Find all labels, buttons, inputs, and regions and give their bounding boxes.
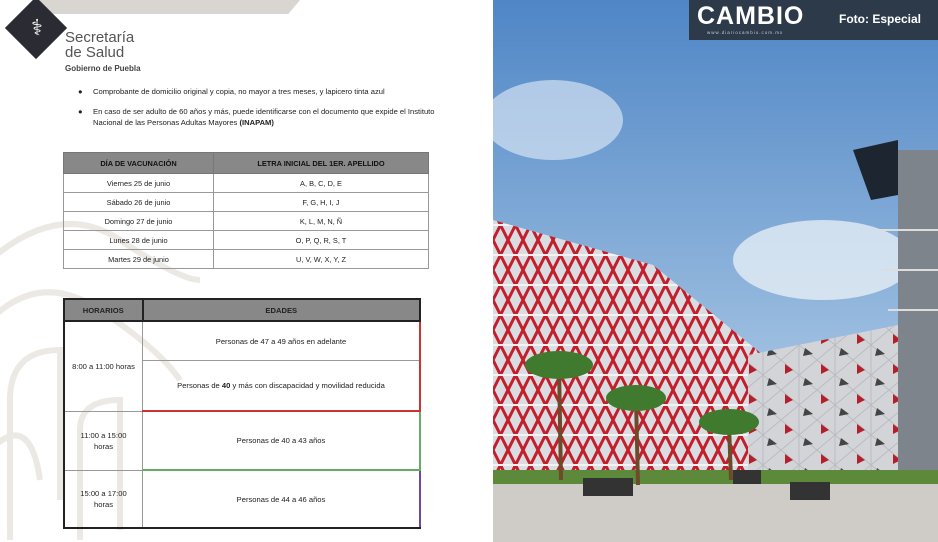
- source-banner: [689, 0, 938, 40]
- table-row: [64, 231, 429, 250]
- cambio-url: www.diariocambio.com.mx: [707, 30, 784, 35]
- header-strip: [28, 0, 300, 14]
- brand-title-line2: de Salud: [65, 44, 125, 61]
- cambio-logo: CAMBIO: [697, 2, 805, 30]
- age-cell: Personas de 40 a 43 años: [143, 411, 421, 470]
- letters-cell: O, P, Q, R, S, T: [214, 231, 429, 250]
- vaccination-days-table: [63, 152, 429, 269]
- table-header: LETRA INICIAL DEL 1ER. APELLIDO: [214, 153, 429, 174]
- table-row: [64, 321, 420, 361]
- table-row: [64, 212, 429, 231]
- schedule-table: [63, 298, 421, 529]
- requirement-text: En caso de ser adulto de 60 años y más, puede identificarse con el documento que expide el Instituto Nacional de las Personas Adultas Mayores (INAPAM): [93, 107, 435, 127]
- day-cell: Martes 29 de junio: [64, 250, 214, 269]
- table-row: [64, 193, 429, 212]
- bullet-icon: ●: [78, 107, 83, 116]
- requirement-item: [78, 86, 438, 97]
- bullet-icon: ●: [78, 87, 83, 96]
- letters-cell: U, V, W, X, Y, Z: [214, 250, 429, 269]
- brand-subtitle: Gobierno de Puebla: [65, 64, 141, 73]
- age-cell: Personas de 47 a 49 años en adelante: [143, 321, 421, 361]
- table-header: DÍA DE VACUNACIÓN: [64, 153, 214, 174]
- letters-cell: A, B, C, D, E: [214, 174, 429, 193]
- time-cell: 8:00 a 11:00 horas: [64, 321, 143, 411]
- time-cell: 11:00 a 15:00 horas: [64, 411, 143, 470]
- age-cell: Personas de 44 a 46 años: [143, 470, 421, 528]
- building-photo-panel: [493, 0, 938, 542]
- caduceus-icon: ⚕: [31, 15, 43, 40]
- day-cell: Lunes 28 de junio: [64, 231, 214, 250]
- table-row: [64, 250, 429, 269]
- requirement-text: Comprobante de domicilio original y copia, no mayor a tres meses, y lapicero tinta azul: [93, 87, 385, 96]
- letters-cell: F, G, H, I, J: [214, 193, 429, 212]
- table-row: [64, 411, 420, 470]
- time-cell: 15:00 a 17:00 horas: [64, 470, 143, 528]
- day-cell: Viernes 25 de junio: [64, 174, 214, 193]
- table-row: [64, 470, 420, 528]
- table-header: EDADES: [143, 299, 421, 321]
- photo-credit: Foto: Especial: [839, 12, 922, 26]
- day-cell: Domingo 27 de junio: [64, 212, 214, 231]
- building-photo: [493, 0, 938, 542]
- table-header: HORARIOS: [64, 299, 143, 321]
- brand-title-line1: Secretaría: [65, 29, 135, 46]
- requirement-item: [78, 106, 438, 128]
- age-cell: Personas de 40 y más con discapacidad y movilidad reducida: [143, 361, 421, 412]
- table-row: [64, 174, 429, 193]
- day-cell: Sábado 26 de junio: [64, 193, 214, 212]
- letters-cell: K, L, M, N, Ñ: [214, 212, 429, 231]
